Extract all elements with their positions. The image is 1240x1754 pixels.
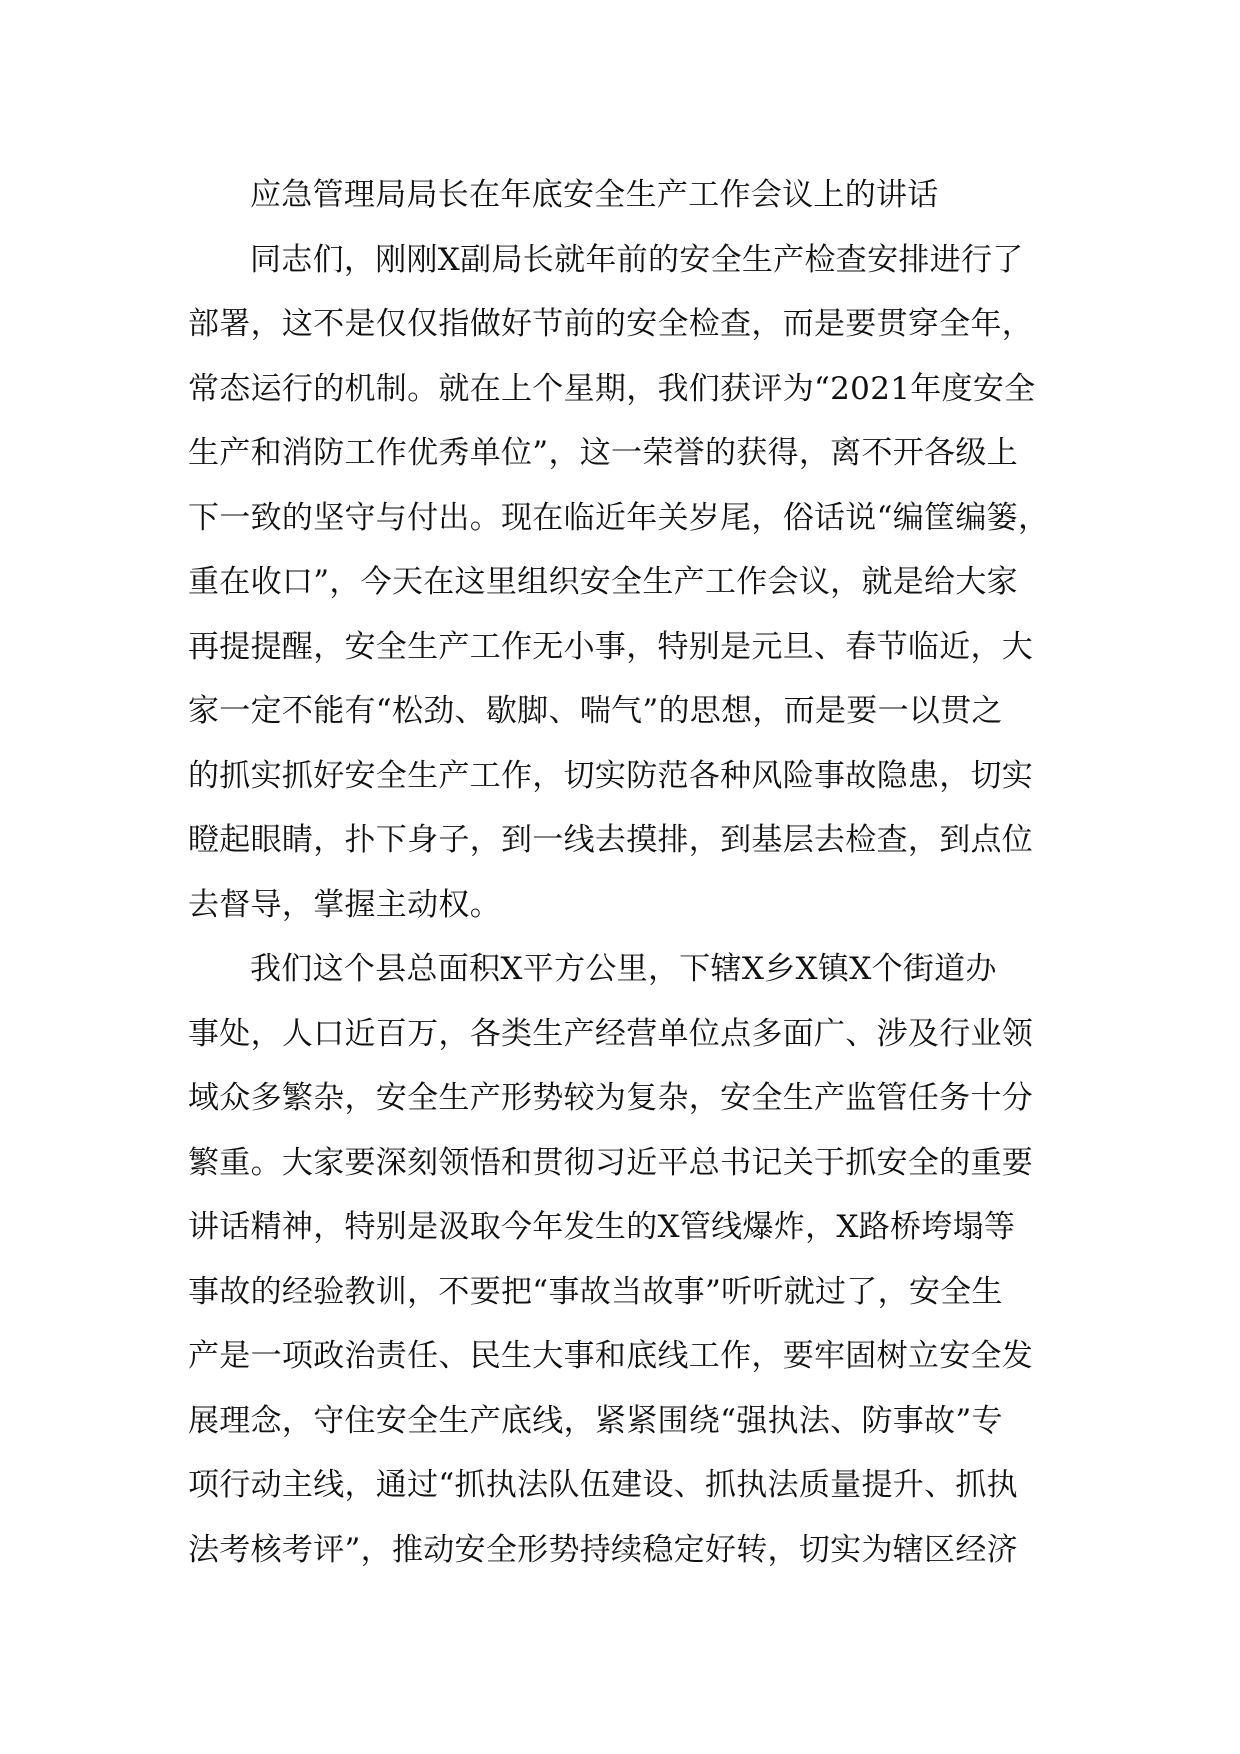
paragraph-2 <box>188 937 1060 1582</box>
paragraph-line: 讲话精神，特别是汲取今年发生的X管线爆炸，X路桥垮塌等 <box>188 1209 1016 1245</box>
paragraph-line: 法考核考评”，推动安全形势持续稳定好转，切实为辖区经济 <box>188 1531 1018 1568</box>
paragraph-line: 再提提醒，安全生产工作无小事，特别是元旦、春节临近，大 <box>188 628 1034 665</box>
paragraph-line: 家一定不能有“松劲、歇脚、喘气”的思想，而是要一以贯之 <box>188 693 1003 729</box>
paragraph-1 <box>188 228 1060 938</box>
paragraph-line: 去督导，掌握主动权。 <box>188 886 501 923</box>
paragraph-line: 我们这个县总面积X平方公里，下辖X乡X镇X个街道办 <box>250 951 997 987</box>
paragraph-line: 的抓实抓好安全生产工作，切实防范各种风险事故隐患，切实 <box>188 757 1034 794</box>
paragraph-line: 常态运行的机制。就在上个星期，我们获评为“2021年度安全 <box>188 370 1036 407</box>
paragraph-line: 事处，人口近百万，各类生产经营单位点多面广、涉及行业领 <box>188 1015 1034 1052</box>
paragraph-line: 重在收口”，今天在这里组织安全生产工作会议，就是给大家 <box>188 564 1018 600</box>
document-title: 应急管理局局长在年底安全生产工作会议上的讲话 <box>250 177 939 213</box>
paragraph-line: 产是一项政治责任、民生大事和底线工作，要牢固树立安全发 <box>188 1338 1034 1374</box>
paragraph-line: 项行动主线，通过“抓执法队伍建设、抓执法质量提升、抓执 <box>188 1467 1018 1503</box>
paragraph-line: 同志们，刚刚X副局长就年前的安全生产检查安排进行了 <box>250 241 1024 278</box>
paragraph-line: 展理念，守住安全生产底线，紧紧围绕“强执法、防事故”专 <box>188 1402 1003 1439</box>
paragraph-line: 部署，这不是仅仅指做好节前的安全检查，而是要贯穿全年， <box>188 306 1034 342</box>
paragraph-line: 瞪起眼睛，扑下身子，到一线去摸排，到基层去检查，到点位 <box>188 822 1034 858</box>
paragraph-line: 域众多繁杂，安全生产形势较为复杂，安全生产监管任务十分 <box>188 1080 1034 1116</box>
paragraph-line: 繁重。大家要深刻领悟和贯彻习近平总书记关于抓安全的重要 <box>188 1144 1034 1181</box>
paragraph-line: 事故的经验教训，不要把“事故当故事”听听就过了，安全生 <box>188 1273 1003 1310</box>
paragraph-line: 下一致的坚守与付出。现在临近年关岁尾，俗话说“编筐编篓， <box>188 499 1050 536</box>
paragraph-line: 生产和消防工作优秀单位”，这一荣誉的获得，离不开各级上 <box>188 435 1018 471</box>
